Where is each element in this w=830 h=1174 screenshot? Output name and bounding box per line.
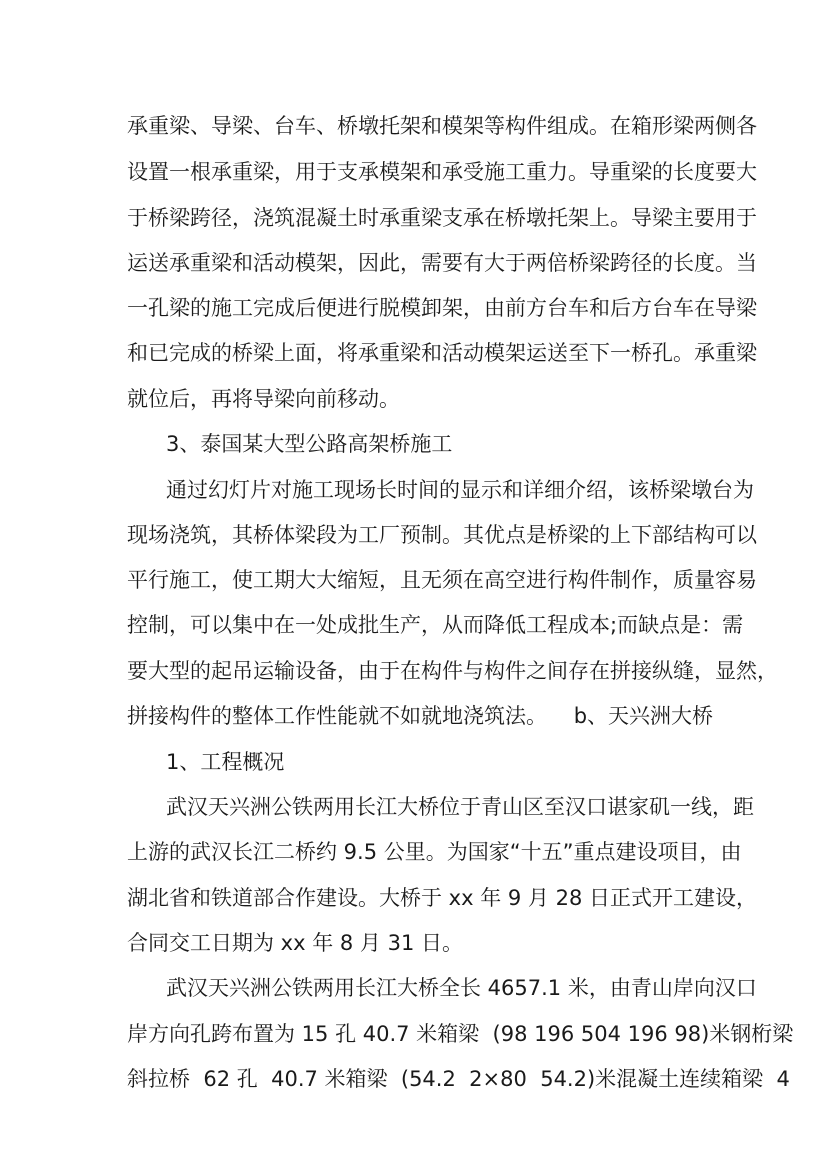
text-line: 武汉天兴洲公铁两用长江大桥全长 4657.1 米，由青山岸向汉口	[166, 976, 757, 1000]
text-line: 通过幻灯片对施工现场长时间的显示和详细介绍，该桥梁墩台为	[166, 478, 754, 502]
text-line: 武汉天兴洲公铁两用长江大桥位于青山区至汉口谌家矶一线，距	[166, 795, 754, 819]
text-line: 运送承重梁和活动模架，因此，需要有大于两倍桥梁跨径的长度。当	[127, 251, 757, 275]
text-line: 一孔梁的施工完成后便进行脱模卸架，由前方台车和后方台车在导梁	[127, 296, 757, 320]
text-line: 湖北省和铁道部合作建设。大桥于 xx 年 9 月 28 日正式开工建设，	[127, 886, 757, 910]
text-line: 拼接构件的整体工作性能就不如就地浇筑法。 b、天兴洲大桥	[127, 704, 714, 728]
text-line: 要大型的起吊运输设备，由于在构件与构件之间存在拼接纵缝，显然，	[127, 659, 778, 683]
text-line: 承重梁、导梁、台车、桥墩托架和模架等构件组成。在箱形梁两侧各	[127, 114, 757, 138]
text-line: 上游的武汉长江二桥约 9.5 公里。为国家“十五”重点建设项目，由	[127, 840, 742, 864]
text-line: 现场浇筑，其桥体梁段为工厂预制。其优点是桥梁的上下部结构可以	[127, 523, 757, 547]
text-line: 岸方向孔跨布置为 15 孔 40.7 米箱梁 (98 196 504 196 98)米钢桁梁	[127, 1022, 794, 1046]
text-line: 就位后，再将导梁向前移动。	[127, 387, 400, 411]
text-line: 控制，可以集中在一处成批生产，从而降低工程成本;而缺点是：需	[127, 613, 744, 637]
text-line: 设置一根承重梁，用于支承模架和承受施工重力。导重梁的长度要大	[127, 160, 757, 184]
text-line: 合同交工日期为 xx 年 8 月 31 日。	[127, 931, 463, 955]
text-line: 平行施工，使工期大大缩短，且无须在高空进行构件制作，质量容易	[127, 568, 757, 592]
section-heading: 3、泰国某大型公路高架桥施工	[166, 432, 453, 456]
text-line: 和已完成的桥梁上面，将承重梁和活动模架运送至下一桥孔。承重梁	[127, 341, 757, 365]
text-line: 于桥梁跨径，浇筑混凝土时承重梁支承在桥墩托架上。导梁主要用于	[127, 206, 757, 230]
section-heading: 1、工程概况	[166, 750, 285, 774]
text-line: 斜拉桥 62 孔 40.7 米箱梁 (54.2 2×80 54.2)米混凝土连续箱梁 4	[127, 1067, 790, 1091]
